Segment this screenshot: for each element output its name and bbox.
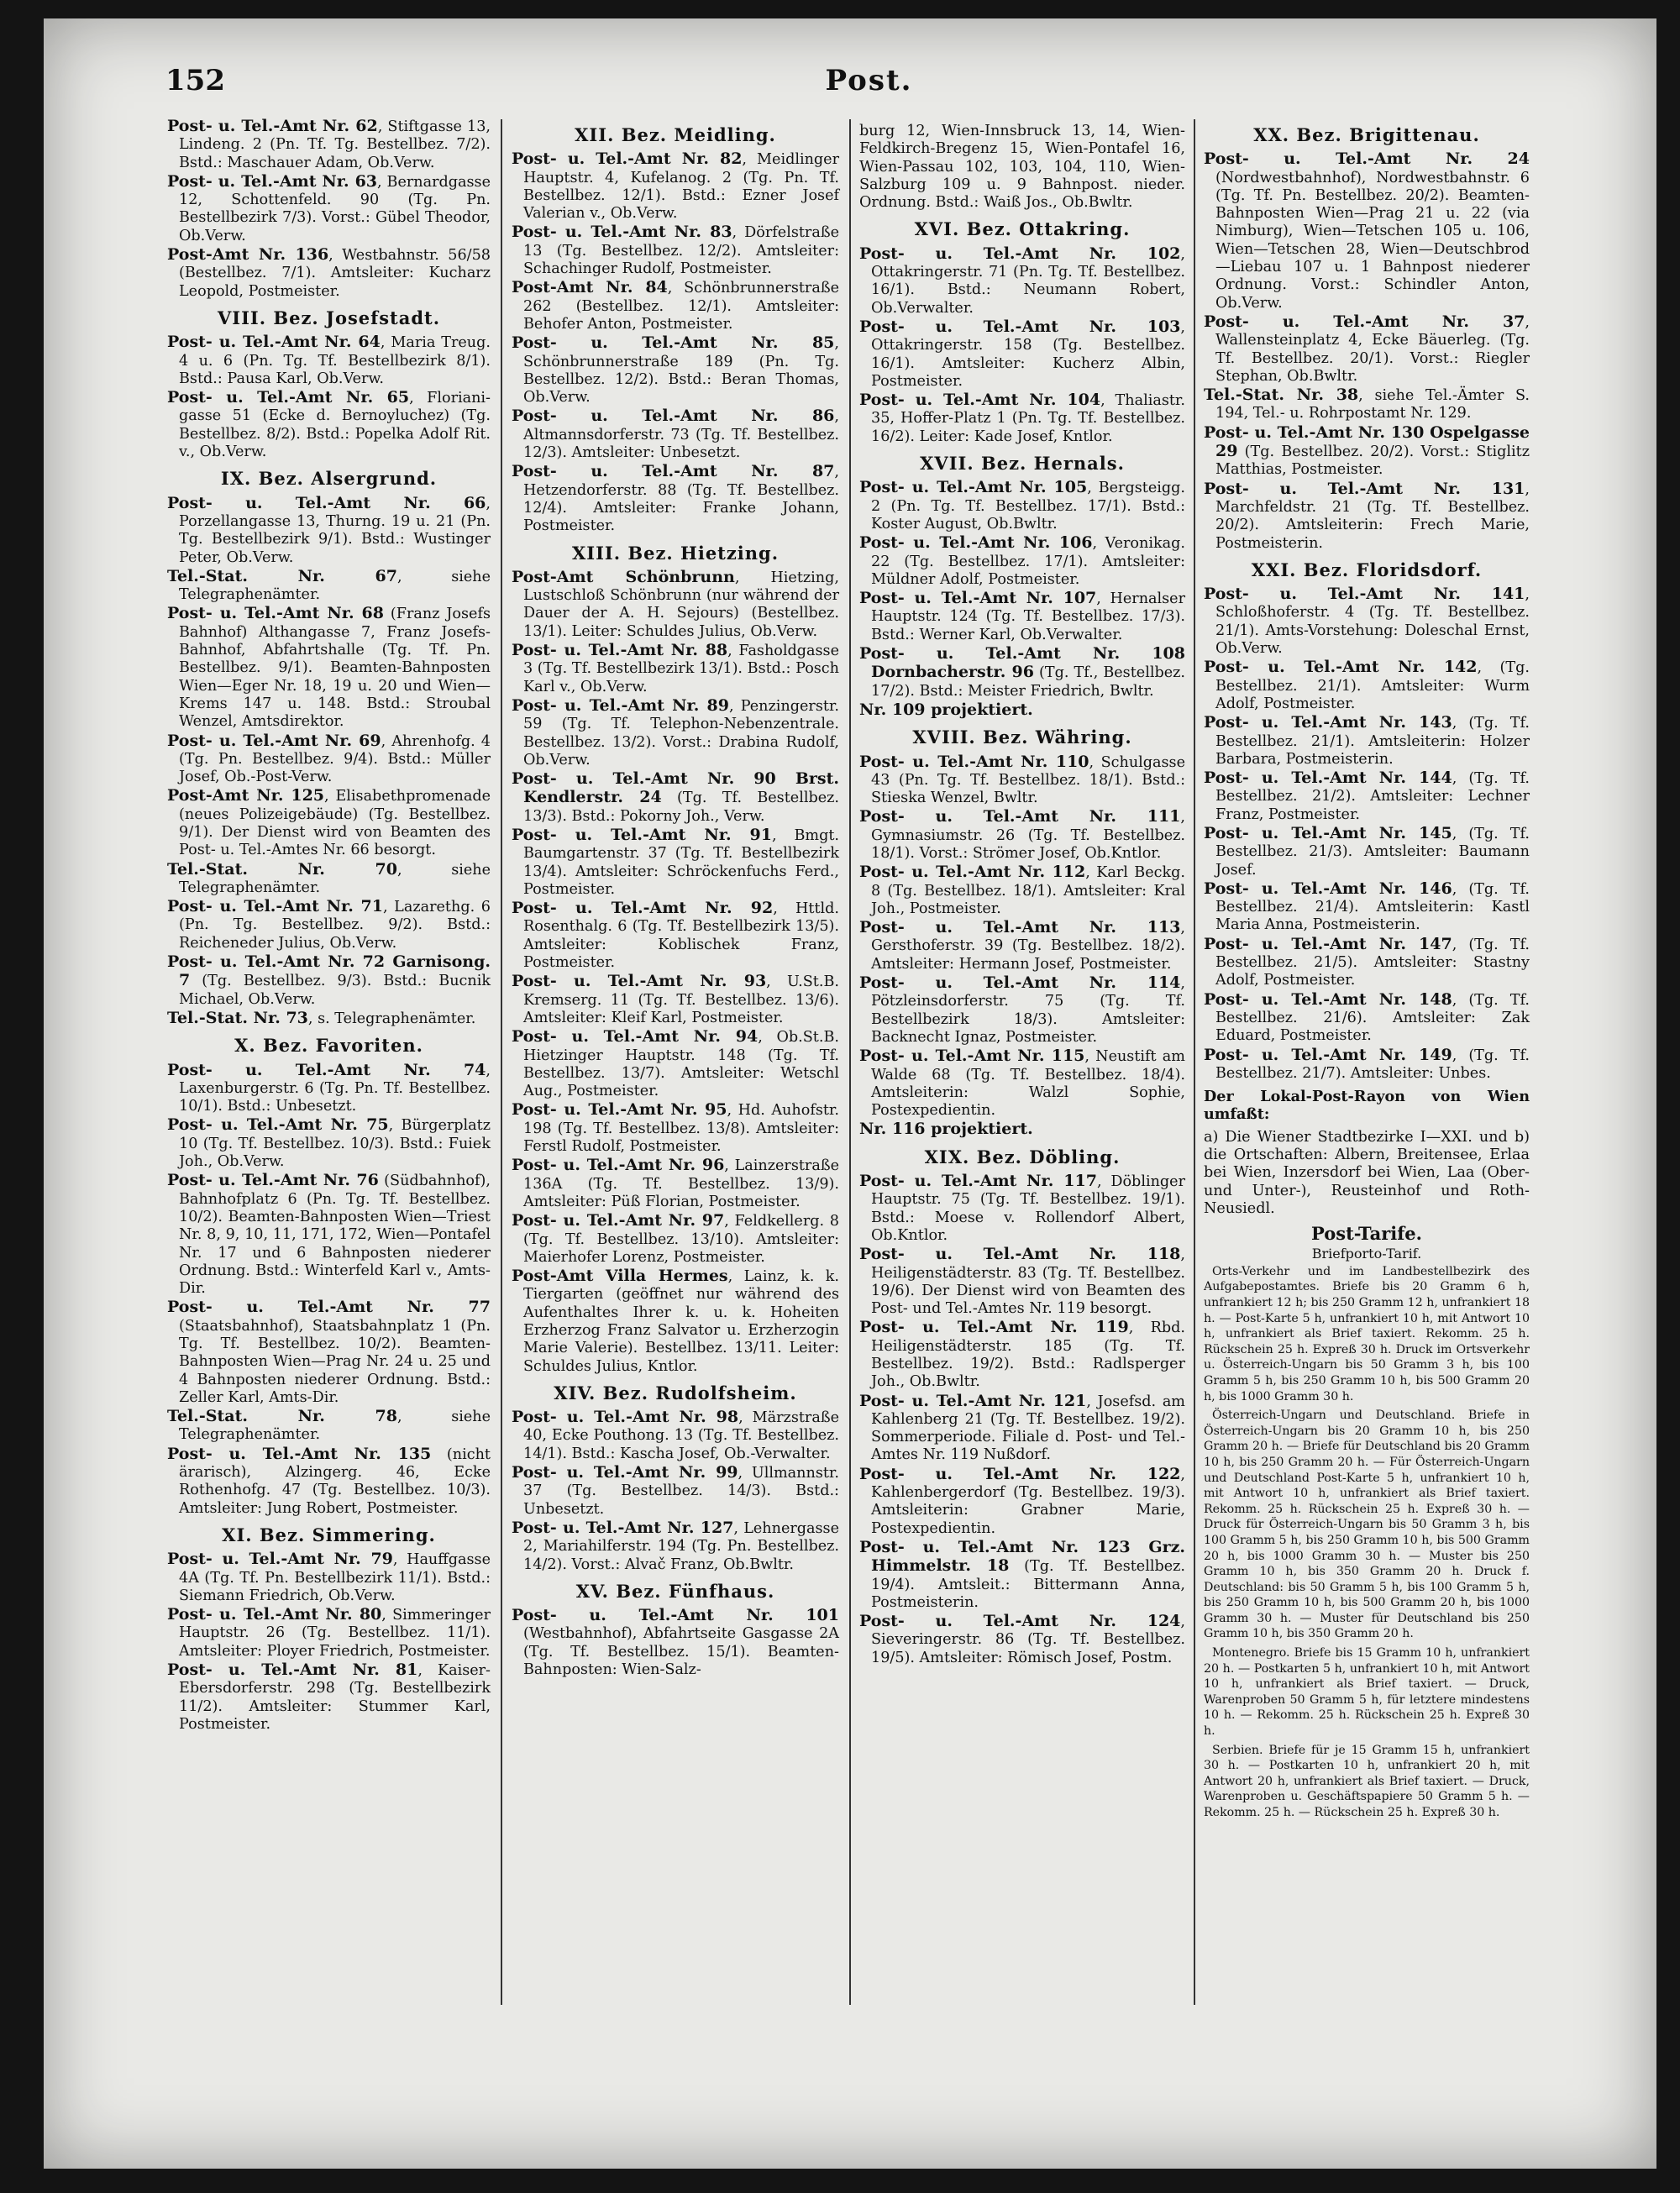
directory-entry: Post-Amt Nr. 125, Elisabethpromenade (neues Polizeigebäude) (Tg. Bestellbez. 9/1). Der Dienst wird von Beamten des Post- u. Tel.-Amtes Nr. 66 besorgt. xyxy=(167,786,491,859)
district-heading: XI. Bez. Simmering. xyxy=(222,1524,436,1545)
directory-entry: Post- u. Tel.-Amt Nr. 80, Simmeringer Hauptstr. 26 (Tg. Bestellbez. 11/1). Amtsleiter: Ployer Friedrich, Postmeister. xyxy=(167,1605,491,1660)
directory-entry: Post- u. Tel.-Amt Nr. 145, (Tg. Tf. Bestellbez. 21/3). Amtsleiter: Baumann Josef. xyxy=(1204,823,1530,879)
directory-entry: Post- u. Tel.-Amt Nr. 104, Thaliastr. 35, Hoffer-Platz 1 (Pn. Tg. Tf. Bestellbez. 16/2). Leiter: Kade Josef, Kntlor. xyxy=(859,391,1185,445)
tariff-paragraph: Serbien. Briefe für je 15 Gramm 15 h, unfrankiert 30 h. — Postkarten 10 h, unfrankiert 20 h, mit Antwort 20 h, unfrankiert als Brief taxiert. — Druck, Warenproben u. Geschäftspapiere 50 Gramm 5 h. — Rekomm. 25 h. — Rückschein 25 h. Expreß 30 h. xyxy=(1204,1743,1530,1819)
directory-entry: Post- u. Tel.-Amt Nr. 94, Ob.St.B. Hietzinger Hauptstr. 148 (Tg. Tf. Bestellbez. 13/7). Amtsleiter: Wetschl Aug., Postmeister. xyxy=(512,1027,839,1100)
running-head: Post. xyxy=(825,64,913,97)
column-rule xyxy=(501,119,502,2005)
district-heading: X. Bez. Favoriten. xyxy=(234,1035,423,1057)
tariff-heading: Post-Tarife. xyxy=(1311,1223,1422,1245)
tariff-subheading: Briefporto-Tarif. xyxy=(1311,1245,1422,1262)
directory-entry: Post- u. Tel.-Amt Nr. 103, Ottakringerstr. 158 (Tg. Bestellbez. 16/1). Amtsleiter: Kucherz Albin, Postmeister. xyxy=(859,317,1185,390)
directory-entry: Post- u. Tel.-Amt Nr. 146, (Tg. Tf. Bestellbez. 21/4). Amtsleiterin: Kastl Maria Anna, Postmeisterin. xyxy=(1204,879,1530,934)
column-2 xyxy=(512,118,839,1680)
tariff-paragraph: Orts-Verkehr und im Landbestellbezirk des Aufgabepostamtes. Briefe bis 20 Gramm 6 h, unfrankiert 12 h; bis 250 Gramm 12 h, unfrankiert 18 h. — Post-Karte 5 h, unfrankiert 10 h, mit Antwort 10 h, unfrankiert als Brief taxiert. Rekomm. 25 h. Rückschein 25 h. Expreß 30 h. Druck im Ortsverkehr u. Österreich-Ungarn bis 50 Gramm 3 h, bis 100 Gramm 5 h, bis 250 Gramm 10 h, bis 500 Gramm 20 h, bis 1000 Gramm 30 h. xyxy=(1204,1264,1530,1403)
directory-entry: Post- u. Tel.-Amt Nr. 24 (Nordwestbahnhof), Nordwestbahnstr. 6 (Tg. Tf. Pn. Bestellbez. 20/2). Beamten-Bahnposten Wien—Prag 21 u. 22 (via Nimburg), Wien—Tetschen 105 u. 106, Wien—Tetschen 28, Wien—Deutschbrod—Liebau 107 u. 1 Bahnpost niederer Ordnung. Vorst.: Schindler Anton, Ob.Verw. xyxy=(1204,150,1530,312)
directory-entry: Post- u. Tel.-Amt Nr. 96, Lainzerstraße 136A (Tg. Tf. Bestellbez. 13/9). Amtsleiter: Püß Florian, Postmeister. xyxy=(512,1156,839,1210)
page-number: 152 xyxy=(165,64,225,97)
directory-entry: Post- u. Tel.-Amt Nr. 93, U.St.B. Kremserg. 11 (Tg. Tf. Bestellbez. 13/6). Amtsleiter: Kleif Karl, Postmeister. xyxy=(512,972,839,1026)
directory-entry: Post- u. Tel.-Amt Nr. 114, Pötzleinsdorferstr. 75 (Tg. Tf. Bestellbezirk 18/3). Amtsleiter: Backnecht Ignaz, Postmeister. xyxy=(859,973,1185,1046)
text-paragraph: a) Die Wiener Stadtbezirke I—XXI. und b) die Ortschaften: Albern, Breitensee, Erlaa bei Wien, Inzersdorf bei Wien, Laa (Ober- und Unter-), Reusteinhof und Roth-Neusiedl. xyxy=(1204,1128,1530,1217)
district-heading: IX. Bez. Alsergrund. xyxy=(220,468,438,490)
directory-entry: Post- u. Tel.-Amt Nr. 131, Marchfeldstr. 21 (Tg. Tf. Bestellbez. 20/2). Amtsleiterin: Frech Marie, Postmeisterin. xyxy=(1204,479,1530,552)
directory-entry: Post- u. Tel.-Amt Nr. 97, Feldkellerg. 8 (Tg. Tf. Bestellbez. 13/10). Amtsleiter: Maierhofer Lorenz, Postmeister. xyxy=(512,1211,839,1266)
section-heading: Der Lokal-Post-Rayon von Wien umfaßt: xyxy=(1204,1088,1530,1124)
directory-entry: Post- u. Tel.-Amt Nr. 95, Hd. Auhofstr. 198 (Tg. Tf. Bestellbez. 13/8). Amtsleiter: Ferstl Rudolf, Postmeister. xyxy=(512,1100,839,1156)
directory-entry: Post- u. Tel.-Amt Nr. 75, Bürgerplatz 10 (Tg. Tf. Bestellbez. 10/3). Bstd.: Fuiek Joh., Ob.Verw. xyxy=(167,1115,491,1171)
directory-entry: Post- u. Tel.-Amt Nr. 117, Döblinger Hauptstr. 75 (Tg. Tf. Bestellbez. 19/1). Bstd.: Moese v. Rollendorf Albert, Ob.Kntlor. xyxy=(859,1172,1185,1244)
directory-entry: Post- u. Tel.-Amt Nr. 99, Ullmannstr. 37 (Tg. Bestellbez. 14/3). Bstd.: Unbesetzt. xyxy=(512,1463,839,1518)
directory-entry: Post- u. Tel.-Amt Nr. 82, Meidlinger Hauptstr. 4, Kufelanog. 2 (Tg. Pn. Tf. Bestellbez. 12/1). Bstd.: Ezner Josef Valerian v., Ob.Verw. xyxy=(512,150,840,223)
directory-entry: Post- u. Tel.-Amt Nr. 144, (Tg. Tf. Bestellbez. 21/2). Amtsleiter: Lechner Franz, Postmeister. xyxy=(1204,769,1530,823)
district-heading: XVII. Bez. Hernals. xyxy=(920,453,1125,475)
directory-entry: Tel.-Stat. Nr. 78, siehe Telegraphenämter. xyxy=(167,1407,491,1444)
directory-entry: Post- u. Tel.-Amt Nr. 85, Schönbrunnerstraße 189 (Pn. Tg. Bestellbez. 12/2). Bstd.: Beran Thomas, Ob.Verw. xyxy=(512,333,839,407)
directory-entry: Post- u. Tel.-Amt Nr. 148, (Tg. Tf. Bestellbez. 21/6). Amtsleiter: Zak Eduard, Postmeister. xyxy=(1204,989,1530,1045)
directory-entry: Post- u. Tel.-Amt Nr. 89, Penzingerstr. 59 (Tg. Tf. Telephon-Nebenzentrale. Bestellbez. 13/2). Vorst.: Drabina Rudolf, Ob.Verw. xyxy=(512,695,839,769)
directory-entry: Post- u. Tel.-Amt Nr. 87, Hetzendorferstr. 88 (Tg. Tf. Bestellbez. 12/4). Amtsleiter: Franke Johann, Postmeister. xyxy=(512,462,839,535)
directory-entry: Post-Amt Villa Hermes, Lainz, k. k. Tiergarten (geöffnet nur während des Aufenthaltes Ihrer k. u. k. Hoheiten Erzherzog Franz Salvator u. Erzherzogin Marie Valerie). Bestellbez. 13/11. Leiter: Schuldes Julius, Kntlor. xyxy=(512,1267,839,1375)
directory-entry: Tel.-Stat. Nr. 67, siehe Telegraphenämter. xyxy=(167,566,491,604)
directory-entry: Post- u. Tel.-Amt Nr. 122, Kahlenbergerdorf (Tg. Bestellbez. 19/3). Amtsleiterin: Grabner Marie, Postexpedientin. xyxy=(859,1464,1185,1537)
directory-entry: Post- u. Tel.-Amt Nr. 123 Grz. Himmelstr. 18 (Tg. Tf. Bestellbez. 19/4). Amtsleit.: Bittermann Anna, Postmeisterin. xyxy=(859,1537,1185,1611)
district-heading: XX. Bez. Brigittenau. xyxy=(1253,124,1480,145)
directory-entry: Post- u. Tel.-Amt Nr. 37, Wallensteinplatz 4, Ecke Bäuerleg. (Tg. Tf. Bestellbez. 20/1). Vorst.: Riegler Stephan, Ob.Bwltr. xyxy=(1204,312,1530,385)
directory-entry: Post- u. Tel.-Amt Nr. 68 (Franz Josefs Bahnhof) Althangasse 7, Franz Josefs-Bahnhof, Abfahrtshalle (Tg. Tf. Pn. Bestellbez. 9/1). Beamten-Bahnposten Wien—Eger Nr. 18, 19 u. 20 und Wien—Krems 147 u. 148. Bstd.: Stroubal Wenzel, Amtsdirektor. xyxy=(167,604,491,731)
directory-entry: Post- u. Tel.-Amt Nr. 79, Hauffgasse 4A (Tg. Tf. Pn. Bestellbezirk 11/1). Bstd.: Siemann Friedrich, Ob.Verw. xyxy=(167,1550,491,1604)
printed-page xyxy=(123,52,1614,2169)
directory-entry: Post- u. Tel.-Amt Nr. 92, Httld. Rosenthalg. 6 (Tg. Tf. Bestellbezirk 13/5). Amtsleiter: Koblischek Franz, Postmeister. xyxy=(512,899,839,972)
directory-entry: Post- u. Tel.-Amt Nr. 63, Bernardgasse 12, Schottenfeld. 90 (Tg. Pn. Bestellbezirk 7/3). Vorst.: Gübel Theodor, Ob.Verw. xyxy=(167,171,491,244)
directory-entry: Post- u. Tel.-Amt Nr. 106, Veronikag. 22 (Tg. Bestellbez. 17/1). Amtsleiter: Müldner Adolf, Postmeister. xyxy=(859,533,1185,588)
page-scan xyxy=(44,18,1656,2169)
column-rule xyxy=(849,119,851,2005)
directory-entry: Post- u. Tel.-Amt Nr. 141, Schloßhoferstr. 4 (Tg. Tf. Bestellbez. 21/1). Amts-Vorstehung: Doleschal Ernst, Ob.Verw. xyxy=(1204,585,1530,658)
directory-entry: Post- u. Tel.-Amt Nr. 147, (Tg. Tf. Bestellbez. 21/5). Amtsleiter: Stastny Adolf, Postmeister. xyxy=(1204,934,1530,989)
directory-entry: Post- u. Tel.-Amt Nr. 115, Neustift am Walde 68 (Tg. Tf. Bestellbez. 18/4). Amtsleiterin: Walzl Sophie, Postexpedientin. xyxy=(859,1047,1185,1120)
directory-entry: Tel.-Stat. Nr. 73, s. Telegraphenämter. xyxy=(167,1008,476,1027)
directory-entry: Post- u. Tel.-Amt Nr. 110, Schulgasse 43 (Pn. Tg. Tf. Bestellbez. 18/1). Bstd.: Stieska Wenzel, Bwltr. xyxy=(859,752,1185,807)
column-4 xyxy=(1204,118,1530,1824)
directory-entry: Post- u. Tel.-Amt Nr. 91, Bmgt. Baumgartenstr. 37 (Tg. Tf. Bestellbezirk 13/4). Amtsleiter: Schröckenfuchs Ferd., Postmeister. xyxy=(512,825,839,898)
directory-entry: Post- u. Tel.-Amt Nr. 62, Stiftgasse 13, Lindeng. 2 (Pn. Tf. Tg. Bestellbez. 7/2). Bstd.: Maschauer Adam, Ob.Verw. xyxy=(167,117,491,171)
directory-entry: Post-Amt Nr. 84, Schönbrunnerstraße 262 (Bestellbez. 12/1). Amtsleiter: Behofer Anton, Postmeister. xyxy=(512,278,839,333)
tariff-paragraph: Montenegro. Briefe bis 15 Gramm 10 h, unfrankiert 20 h. — Postkarten 5 h, unfrankiert 10 h, mit Antwort 10 h, unfrankiert als Brief taxiert. — Druck, Warenproben 50 Gramm 5 h, für letztere mindestens 10 h. — Rekomm. 25 h. Rückschein 25 h. Expreß 30 h. xyxy=(1204,1646,1530,1739)
directory-entry: Post- u. Tel.-Amt Nr. 74, Laxenburgerstr. 6 (Tg. Pn. Tf. Bestellbez. 10/1). Bstd.: Unbesetzt. xyxy=(167,1060,491,1115)
directory-entry: Post- u. Tel.-Amt Nr. 113, Gersthoferstr. 39 (Tg. Bestellbez. 18/2). Amtsleiter: Hermann Josef, Postmeister. xyxy=(859,918,1185,973)
district-heading: XVIII. Bez. Währing. xyxy=(912,727,1132,748)
tariff-paragraph: Österreich-Ungarn und Deutschland. Briefe in Österreich-Ungarn bis 20 Gramm 10 h, bis 250 Gramm 20 h. — Briefe für Deutschland bis 20 Gramm 10 h, bis 250 Gramm 20 h. — Für Österreich-Ungarn und Deutschland Post-Karte 5 h, unfrankiert 10 h, mit Antwort 10 h, unfrankiert als Brief taxiert. Rekomm. 25 h. Rückschein 25 h. Expreß 30 h. — Druck für Österreich-Ungarn bis 50 Gramm 3 h, bis 100 Gramm 5 h, bis 250 Gramm 10 h, bis 500 Gramm 20 h, bis 1000 Gramm 30 h. — Muster bis 250 Gramm 10 h, bis 350 Gramm 20 h. Druck f. Deutschland: bis 50 Gramm 5 h, bis 100 Gramm 5 h, bis 250 Gramm 10 h, bis 500 Gramm 20 h, bis 1000 Gramm 30 h. — Muster für Deutschland bis 250 Gramm 10 h, bis 350 Gramm 20 h. xyxy=(1204,1409,1530,1641)
directory-entry: Post- u. Tel.-Amt Nr. 112, Karl Beckg. 8 (Tg. Bestellbez. 18/1). Amtsleiter: Kral Joh., Postmeister. xyxy=(859,863,1185,917)
directory-entry: Post- u. Tel.-Amt Nr. 107, Hernalser Hauptstr. 124 (Tg. Tf. Bestellbez. 17/3). Bstd.: Werner Karl, Ob.Verwalter. xyxy=(859,589,1185,643)
directory-entry: Post- u. Tel.-Amt Nr. 71, Lazarethg. 6 (Pn. Tg. Bestellbez. 9/2). Bstd.: Reicheneder Julius, Ob.Verw. xyxy=(167,897,491,952)
district-heading: XV. Bez. Fünfhaus. xyxy=(575,1580,775,1602)
directory-entry: Post- u. Tel.-Amt Nr. 118, Heiligenstädterstr. 83 (Tg. Tf. Bestellbez. 19/6). Der Dienst wird von Beamten des Post- und Tel.-Amtes Nr. 119 besorgt. xyxy=(859,1245,1185,1318)
directory-entry: Post- u. Tel.-Amt Nr. 69, Ahrenhofg. 4 (Tg. Pn. Bestellbez. 9/4). Bstd.: Müller Josef, Ob.-Post-Verw. xyxy=(167,731,491,786)
directory-entry: Post- u. Tel.-Amt Nr. 88, Fasholdgasse 3 (Tg. Tf. Bestellbezirk 13/1). Bstd.: Posch Karl v., Ob.Verw. xyxy=(512,641,839,695)
directory-entry: Post- u. Tel.-Amt Nr. 108 Dornbacherstr. 96 (Tg. Tf., Bestellbez. 17/2). Bstd.: Meister Friedrich, Bwltr. xyxy=(859,644,1185,700)
column-rule xyxy=(1194,119,1195,2005)
directory-entry: Post-Amt Nr. 136, Westbahnstr. 56/58 (Bestellbez. 7/1). Amtsleiter: Kucharz Leopold, Postmeister. xyxy=(167,245,491,300)
directory-entry: Post- u. Tel.-Amt Nr. 101 (Westbahnhof), Abfahrtseite Gasgasse 2A (Tg. Tf. Bestellbez. 15/1). Beamten-Bahnposten: Wien-Salz- xyxy=(512,1606,839,1679)
directory-entry: Post- u. Tel.-Amt Nr. 102, Ottakringerstr. 71 (Pn. Tg. Tf. Bestellbez. 16/1). Bstd.: Neumann Robert, Ob.Verwalter. xyxy=(859,244,1185,317)
directory-entry: Post- u. Tel.-Amt Nr. 65, Floriani-gasse 51 (Ecke d. Bernoyluchez) (Tg. Bestellbez. 8/2). Bstd.: Popelka Adolf Rit. v., Ob.Verw. xyxy=(167,388,491,461)
district-heading: XII. Bez. Meidling. xyxy=(575,124,776,145)
directory-entry: Post- u. Tel.-Amt Nr. 130 Ospelgasse 29 (Tg. Bestellbez. 20/2). Vorst.: Stiglitz Matthias, Postmeister. xyxy=(1204,422,1530,479)
directory-entry: Post- u. Tel.-Amt Nr. 124, Sieveringerstr. 86 (Tg. Tf. Bestellbez. 19/5). Amtsleiter: Römisch Josef, Postm. xyxy=(859,1612,1185,1666)
directory-entry: Post-Amt Schönbrunn, Hietzing, Lustschloß Schönbrunn (nur während der Dauer der A. H. Sejours) (Bestellbez. 13/1). Leiter: Schuldes Julius, Ob.Verw. xyxy=(512,567,839,640)
directory-entry: Tel.-Stat. Nr. 38, siehe Tel.-Ämter S. 194, Tel.- u. Rohrpostamt Nr. 129. xyxy=(1204,386,1530,422)
directory-entry: Post- u. Tel.-Amt Nr. 64, Maria Treug. 4 u. 6 (Pn. Tg. Tf. Bestellbezirk 8/1). Bstd.: Pausa Karl, Ob.Verw. xyxy=(167,333,491,387)
directory-entry: Post- u. Tel.-Amt Nr. 81, Kaiser-Ebersdorferstr. 298 (Tg. Bestellbezirk 11/2). Amtsleiter: Stummer Karl, Postmeister. xyxy=(167,1660,491,1733)
directory-entry: Post- u. Tel.-Amt Nr. 111, Gymnasiumstr. 26 (Tg. Tf. Bestellbez. 18/1). Vorst.: Strömer Josef, Ob.Kntlor. xyxy=(859,807,1185,862)
text-paragraph: burg 12, Wien-Innsbruck 13, 14, Wien-Feldkirch-Bregenz 15, Wien-Pontafel 16, Wien-Passau 102, 103, 104, 110, Wien-Salzburg 109 u. 9 Bahnpost. nieder. Ordnung. Bstd.: Waiß Jos., Ob.Bwltr. xyxy=(859,123,1185,212)
district-heading: XXI. Bez. Floridsdorf. xyxy=(1251,559,1483,580)
district-heading: XVI. Bez. Ottakring. xyxy=(914,218,1131,240)
district-heading: XIX. Bez. Döbling. xyxy=(924,1146,1121,1167)
directory-entry: Nr. 109 projektiert. xyxy=(859,700,1033,719)
directory-entry: Post- u. Tel.-Amt Nr. 86, Altmannsdorferstr. 73 (Tg. Tf. Bestellbez. 12/3). Amtsleiter: Unbesetzt. xyxy=(512,407,839,462)
directory-entry: Post- u. Tel.-Amt Nr. 83, Dörfelstraße 13 (Tg. Bestellbez. 12/2). Amtsleiter: Schachinger Rudolf, Postmeister. xyxy=(512,223,839,278)
directory-entry: Post- u. Tel.-Amt Nr. 121, Josefsd. am Kahlenberg 21 (Tg. Tf. Bestellbez. 19/2). Sommerperiode. Filiale d. Post- und Tel.-Amtes Nr. 119 Nußdorf. xyxy=(859,1391,1185,1464)
directory-entry: Post- u. Tel.-Amt Nr. 98, Märzstraße 40, Ecke Pouthong. 13 (Tg. Tf. Bestellbez. 14/1). Bstd.: Kascha Josef, Ob.-Verwalter. xyxy=(512,1408,839,1462)
directory-entry: Post- u. Tel.-Amt Nr. 127, Lehnergasse 2, Mariahilferstr. 194 (Tg. Pn. Bestellbez. 14/2). Vorst.: Alvač Franz, Ob.Bwltr. xyxy=(512,1518,839,1573)
directory-entry: Post- u. Tel.-Amt Nr. 66, Porzellangasse 13, Thurng. 19 u. 21 (Pn. Tg. Bestellbezirk 9/1). Bstd.: Wustinger Peter, Ob.Verw. xyxy=(167,493,491,566)
directory-entry: Post- u. Tel.-Amt Nr. 142, (Tg. Bestellbez. 21/1). Amtsleiter: Wurm Adolf, Postmeister. xyxy=(1204,658,1530,712)
directory-entry: Post- u. Tel.-Amt Nr. 105, Bergsteigg. 2 (Pn. Tg. Tf. Bestellbez. 17/1). Bstd.: Koster August, Ob.Bwltr. xyxy=(859,478,1185,533)
directory-entry: Post- u. Tel.-Amt Nr. 72 Garnisong. 7 (Tg. Bestellbez. 9/3). Bstd.: Bucnik Michael, Ob.Verw. xyxy=(167,952,491,1008)
district-heading: XIV. Bez. Rudolfsheim. xyxy=(554,1382,797,1403)
district-heading: XIII. Bez. Hietzing. xyxy=(571,542,780,564)
column-1 xyxy=(167,118,491,1734)
directory-entry: Post- u. Tel.-Amt Nr. 119, Rbd. Heiligenstädterstr. 185 (Tg. Tf. Bestellbez. 19/2). Bstd.: Radlsperger Joh., Ob.Bwltr. xyxy=(859,1318,1185,1391)
directory-entry: Post- u. Tel.-Amt Nr. 135 (nicht ärarisch), Alzingerg. 46, Ecke Rothenhofg. 47 (Tg. Bestellbez. 10/3). Amtsleiter: Jung Robert, Postmeister. xyxy=(167,1444,491,1517)
directory-entry: Post- u. Tel.-Amt Nr. 77 (Staatsbahnhof), Staatsbahnplatz 1 (Pn. Tg. Tf. Bestellbez. 10/2). Beamten-Bahnposten Wien—Prag Nr. 24 u. 25 und 4 Bahnposten niederer Ordnung. Bstd.: Zeller Karl, Amts-Dir. xyxy=(167,1298,491,1406)
directory-entry: Post- u. Tel.-Amt Nr. 149, (Tg. Tf. Bestellbez. 21/7). Amtsleiter: Unbes. xyxy=(1204,1045,1530,1082)
column-3 xyxy=(859,118,1185,1668)
directory-entry: Post- u. Tel.-Amt Nr. 90 Brst. Kendlerstr. 24 (Tg. Tf. Bestellbez. 13/3). Bstd.: Pokorny Joh., Verw. xyxy=(512,769,839,825)
directory-entry: Post- u. Tel.-Amt Nr. 143, (Tg. Tf. Bestellbez. 21/1). Amtsleiterin: Holzer Barbara, Postmeisterin. xyxy=(1204,713,1530,768)
directory-entry: Tel.-Stat. Nr. 70, siehe Telegraphenämter. xyxy=(167,859,491,896)
district-heading: VIII. Bez. Josefstadt. xyxy=(217,307,441,328)
directory-entry: Nr. 116 projektiert. xyxy=(859,1120,1033,1139)
directory-entry: Post- u. Tel.-Amt Nr. 76 (Südbahnhof), Bahnhofplatz 6 (Pn. Tg. Tf. Bestellbez. 10/2). Beamten-Bahnposten Wien—Triest Nr. 8, 9, 10, 11, 171, 172, Wien—Pontafel Nr. 17 und 6 Bahnposten niederer Ordnung. Bstd.: Winterfeld Karl v., Amts-Dir. xyxy=(167,1171,491,1298)
